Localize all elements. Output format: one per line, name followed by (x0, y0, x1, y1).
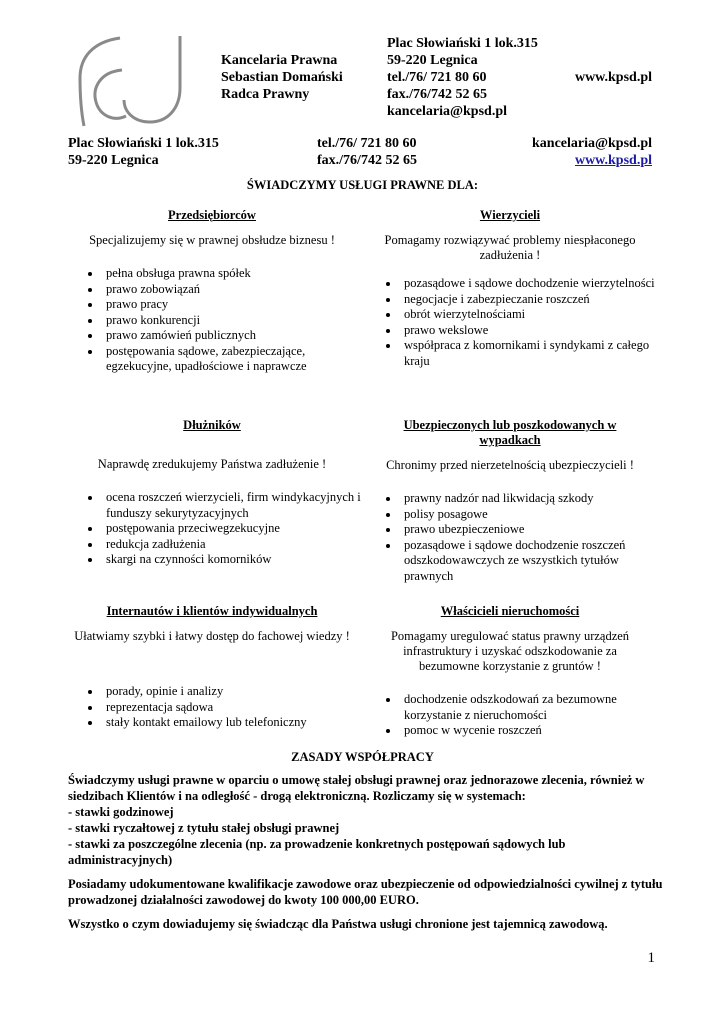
rules-confidentiality: Wszystko o czym dowiadujemy się świadcząc dla Państwa usługi chronione jest tajemnicą zawodową. (68, 917, 608, 931)
list-item: • ocena roszczeń wierzycieli, firm windykacyjnych i funduszy sekurytyzacyjnych (102, 490, 362, 521)
service-list (360, 692, 660, 739)
billing-option: - stawki za poszczególne zlecenia (np. za prowadzenie konkretnych postępowań sądowych lub administracyjnych) (68, 837, 566, 867)
section-dluznikow (62, 418, 362, 568)
website-link[interactable]: www.kpsd.pl (574, 70, 652, 85)
section-tagline: Ułatwiamy szybki i łatwy dostęp do fachowej wiedzy ! (74, 629, 350, 643)
section-wlascicieli (360, 604, 660, 739)
section-title: Internautów i klientów indywidualnych (106, 604, 318, 618)
list-item: • dochodzenie odszkodowań za bezumowne korzystanie z nieruchomości (400, 692, 660, 723)
list-item: • pomoc w wycenie roszczeń (400, 723, 660, 739)
contact-address (68, 135, 219, 169)
service-list (62, 684, 362, 731)
section-tagline: Chronimy przed nierzetelnością ubezpieczycieli ! (386, 458, 634, 472)
contact-website-link[interactable]: www.kpsd.pl (574, 153, 652, 168)
list-item: • postępowania przeciwegzekucyjne (102, 521, 362, 537)
fax-number: fax./76/742 52 65 (387, 87, 487, 102)
list-item: • porady, opinie i analizy (102, 684, 362, 700)
list-item: • prawo pracy (102, 297, 362, 313)
section-tagline: Pomagamy uregulować status prawny urządzeń infrastruktury i uzyskać odszkodowanie za bezumowne korzystanie z gruntów ! (390, 629, 630, 673)
email-address: kancelaria@kpsd.pl (387, 104, 507, 119)
letterhead-address (387, 35, 538, 120)
section-title: Przedsiębiorców (168, 208, 256, 222)
list-item: • postępowania sądowe, zabezpieczające, egzekucyjne, upadłościowe i naprawcze (102, 344, 362, 375)
section-title: Dłużników (183, 418, 241, 432)
address-city: 59-220 Legnica (387, 53, 478, 68)
list-item: • polisy posagowe (400, 507, 660, 523)
section-tagline: Pomagamy rozwiązywać problemy niespłaconego zadłużenia ! (384, 233, 636, 262)
list-item: • współpraca z komornikami i syndykami z całego kraju (400, 338, 660, 369)
contact-street: Plac Słowiański 1 lok.315 (68, 136, 219, 151)
contact-online (532, 135, 652, 169)
firm-block (221, 52, 343, 103)
service-list (360, 491, 660, 584)
lawyer-name: Sebastian Domański (221, 70, 343, 85)
section-tagline: Specjalizujemy się w prawnej obsłudze biznesu ! (89, 233, 335, 247)
service-list (360, 276, 660, 369)
contact-phone: tel./76/ 721 80 60 (317, 136, 417, 151)
service-list (62, 266, 362, 375)
lawyer-title: Radca Prawny (221, 87, 310, 102)
list-item: • prawo ubezpieczeniowe (400, 522, 660, 538)
contact-phone-fax (317, 135, 417, 169)
billing-option: - stawki godzinowej (68, 805, 174, 819)
rules-qualifications: Posiadamy udokumentowane kwalifikacje zawodowe oraz ubezpieczenie od odpowiedzialności cywilnej z tytułu prowadzonej działalności zawodowej do kwoty 100 000,00 EURO. (68, 877, 663, 907)
contact-email[interactable]: kancelaria@kpsd.pl (532, 136, 652, 151)
services-heading: ŚWIADCZYMY USŁUGI PRAWNE DLA: (246, 178, 479, 192)
section-ubezpieczonych (360, 418, 660, 584)
list-item: • skargi na czynności komorników (102, 552, 362, 568)
rules-intro: Świadczymy usługi prawne w oparciu o umowę stałej obsługi prawnej oraz jednorazowe zlecenia, również w siedzibach Klientów i na odległość - drogą elektroniczną. Rozliczamy się w systemach: (68, 773, 645, 803)
list-item: • reprezentacja sądowa (102, 700, 362, 716)
list-item: • prawo zamówień publicznych (102, 328, 362, 344)
list-item: • prawo zobowiązań (102, 282, 362, 298)
list-item: • redukcja zadłużenia (102, 537, 362, 553)
contact-city: 59-220 Legnica (68, 153, 159, 168)
section-title: Wierzycieli (479, 208, 541, 222)
phone-number: tel./76/ 721 80 60 (387, 70, 487, 85)
section-tagline: Naprawdę zredukujemy Państwa zadłużenie ! (97, 457, 327, 471)
list-item: • pozasądowe i sądowe dochodzenie roszczeń odszkodowawczych ze wszystkich tytułów prawnych (400, 538, 660, 585)
service-list (62, 490, 362, 568)
list-item: • prawo wekslowe (400, 323, 660, 339)
list-item: • pozasądowe i sądowe dochodzenie wierzytelności (400, 276, 660, 292)
list-item: • prawny nadzór nad likwidacją szkody (400, 491, 660, 507)
billing-option: - stawki ryczałtowej z tytułu stałej obsługi prawnej (68, 821, 340, 835)
firm-name: Kancelaria Prawna (221, 53, 338, 68)
section-title: Właścicieli nieruchomości (440, 604, 580, 618)
section-wierzycieli (360, 208, 660, 369)
list-item: • pełna obsługa prawna spółek (102, 266, 362, 282)
page-number: 1 (647, 950, 655, 966)
address-street: Plac Słowiański 1 lok.315 (387, 36, 538, 51)
kpsd-logo (62, 30, 212, 130)
section-przedsiebiorcow (62, 208, 362, 375)
rules-body (68, 772, 663, 940)
list-item: • negocjacje i zabezpieczanie roszczeń (400, 292, 660, 308)
list-item: • stały kontakt emailowy lub telefoniczny (102, 715, 362, 731)
contact-fax: fax./76/742 52 65 (317, 153, 417, 168)
list-item: • obrót wierzytelnościami (400, 307, 660, 323)
rules-heading: ZASADY WSPÓŁPRACY (291, 750, 434, 764)
section-title: Ubezpieczonych lub poszkodowanych w wypadkach (403, 418, 617, 447)
list-item: • prawo konkurencji (102, 313, 362, 329)
section-internautow (62, 604, 362, 731)
